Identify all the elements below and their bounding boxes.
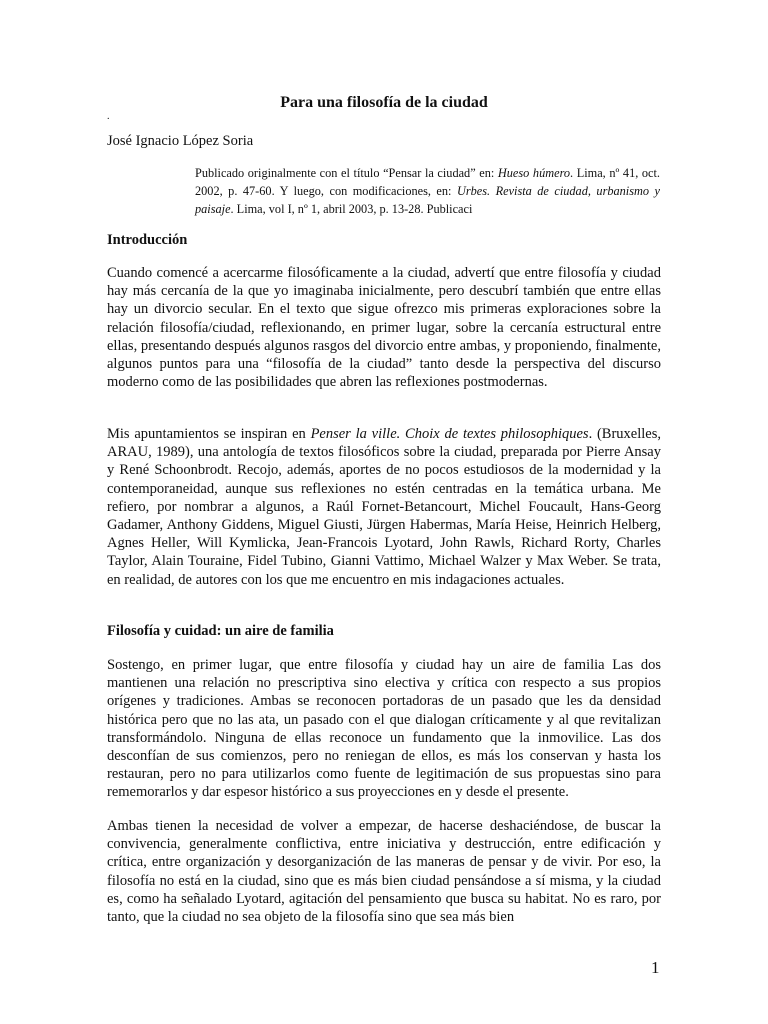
note-text-1: Publicado originalmente con el título “Pensar la ciudad” en: bbox=[195, 166, 498, 180]
paragraph-2-lead: Mis apuntamientos se inspiran en bbox=[107, 426, 311, 442]
note-text-3: . Lima, vol I, nº 1, abril 2003, p. 13-28. Publicaci bbox=[230, 202, 473, 216]
book-title: Penser la ville. Choix de textes philosophiques bbox=[310, 426, 589, 442]
note-journal-2: Urbes. Revista de ciudad, urbanismo y paisaje bbox=[195, 184, 660, 216]
page-number: 1 bbox=[651, 958, 660, 977]
section-heading-introduccion: Introducción bbox=[107, 232, 188, 248]
paragraph-1: Cuando comencé a acercarme filosóficamente a la ciudad, advertí que entre filosofía y ciudad hay más cercanía de la que yo imaginaba inicialmente, pero descubrí también que entre ellas hay un divorcio secular. En el texto que sigue ofrezco mis primeras exploraciones sobre la relación filosofía/ciudad, reflexionando, en primer lugar, sobre la cercanía estructural entre ellas, presentando después algunos rasgos del divorcio entre ambas, y proponiendo, finalmente, algunos puntos para una “filosofía de la ciudad” tanto desde la perspectiva del discurso moderno como de las posibilidades que abren las reflexiones postmodernas. bbox=[107, 265, 661, 391]
paragraph-2-rest: . (Bruxelles, ARAU, 1989), una antología de textos filosóficos sobre la ciudad, preparada por Pierre Ansay y René Schoonbrodt. Recojo, además, aportes de no pocos estudiosos de la modernidad y la contemporaneidad, aunque sus reflexiones no estén centradas en la temática urbana. Me refiero, por nombrar a algunos, a Raúl Fornet-Betancourt, Michel Foucault, Hans-Georg Gadamer, Anthony Giddens, Miguel Giusti, Jürgen Habermas, María Heise, Heinrich Helberg, Agnes Heller, Will Kymlicka, Jean-Francois Lyotard, John Rawls, Richard Rorty, Charles Taylor, Alain Touraine, Fidel Tubino, Gianni Vattimo, Michael Walzer y Max Weber. Se trata, en realidad, de autores con los que me encuentro en mis indagaciones actuales. bbox=[107, 426, 662, 588]
title-marker: . bbox=[107, 111, 110, 122]
section-heading-filosofia: Filosofía y cuidad: un aire de familia bbox=[107, 623, 334, 639]
paragraph-3: Sostengo, en primer lugar, que entre filosofía y ciudad hay un aire de familia Las dos mantienen una relación no prescriptiva sino electiva y crítica con respecto a sus propios orígenes y tradiciones. Ambas se reconocen portadoras de un pasado que les da densidad histórica pero que no las ata, un pasado con el que dialogan críticamente y al que revitalizan transformándolo. Ninguna de ellas reconoce un fundamento que la inmovilice. Las dos desconfían de sus comienzos, pero no reniegan de ellos, es más los conservan y hasta los restauran, pero no para utilizarlos como fuente de legitimación de sus propuestas sino para rememorarlos y dar espesor histórico a sus proyecciones en y desde el presente. bbox=[107, 657, 661, 801]
author-name: José Ignacio López Soria bbox=[107, 133, 254, 149]
paragraph-2 bbox=[107, 425, 661, 589]
note-text-2: . Lima, nº 41, oct. 2002, p. 47-60. Y luego, con modificaciones, en: bbox=[195, 166, 660, 198]
paragraph-4: Ambas tienen la necesidad de volver a empezar, de hacerse deshaciéndose, de buscar la convivencia, generalmente conflictiva, entre iniciativa y destrucción, entre edificación y crítica, entre organización y desorganización de las maneras de pensar y de vivir. Por eso, la filosofía no está en la ciudad, sino que es más bien ciudad pensándose a sí misma, y la ciudad es, como ha señalado Lyotard, agitación del pensamiento que busca su habitat. No es raro, por tanto, que la ciudad no sea objeto de la filosofía sino que sea más bien bbox=[107, 818, 661, 926]
document-title: Para una filosofía de la ciudad bbox=[280, 94, 488, 111]
publication-note bbox=[195, 164, 660, 218]
note-journal-1: Hueso húmero bbox=[497, 166, 571, 180]
